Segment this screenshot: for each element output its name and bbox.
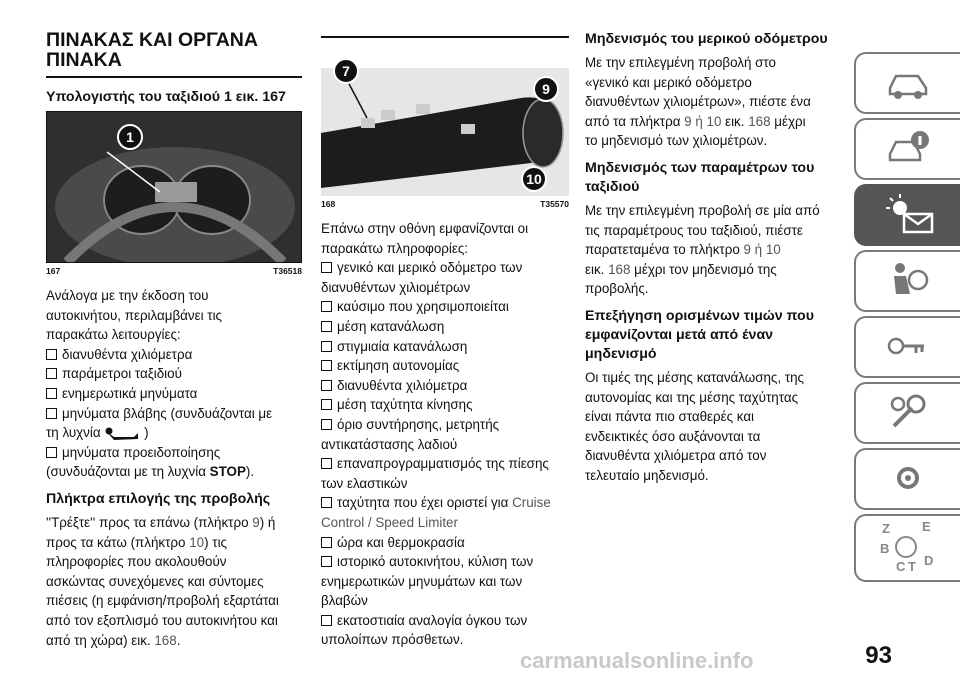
text-line: τις παραμέτρους του ταξιδιού, πιέστε [585,222,803,238]
subheading-line: ταξιδιού [585,178,640,195]
text-line: «γενικό και μερικό οδόμετρο [585,74,752,90]
tab-maintenance[interactable] [854,382,960,444]
text-span: μέχρι [774,113,806,129]
text-line: Με την επιλεγμένη προβολή στο [585,55,776,70]
index-letter-b: B [880,541,890,556]
list-item [46,364,302,384]
reference-number: 168 [748,113,771,129]
checkbox-bullet-icon [321,360,332,371]
list-item-continuation: ενημερωτικών μηνυμάτων και των [321,573,523,589]
text-line [46,631,302,651]
reference-number: 168 [608,261,631,277]
callout-10: 10 [521,166,547,192]
list-item-text: εκτίμηση αυτονομίας [337,358,460,374]
checkbox-bullet-icon [321,458,332,469]
index-icon [878,519,938,577]
list-item [46,345,302,365]
checkbox-bullet-icon [321,321,332,332]
list-item-text: όριο συντήρησης, μετρητής [337,416,500,432]
figure-code: T36518 [273,266,302,276]
section-title-line-1: ΠΙΝΑΚΑΣ ΚΑΙ ΟΡΓΑΝΑ [46,29,258,51]
text-line [46,572,302,592]
text-span: ''Τρέξτε'' προς τα επάνω (πλήκτρο [46,514,253,530]
key-icon [886,326,930,366]
page-number: 93 [865,642,892,669]
reference-text: Cruise [512,495,551,511]
text-line [46,591,302,611]
text-line: Με την επιλεγμένη προβολή σε μία από [585,202,820,218]
list-item [321,297,569,317]
text-line: ενδεικτικές όσο αυξάνονται τα [585,428,761,444]
text-span: εικ. [721,113,749,129]
text-span: ) [144,425,149,441]
figure-number: 168 [321,199,336,209]
list-item [46,384,302,404]
callout-1: 1 [117,124,143,150]
text-line: διανυθέντα χιλιόμετρα από τον [585,448,767,464]
checkbox-bullet-icon [46,408,57,419]
figure-code: T35570 [540,199,569,209]
callout-9: 9 [533,76,559,102]
feature-list [46,345,302,482]
checkbox-bullet-icon [321,380,332,391]
list-item-text: μέση κατανάλωση [337,318,445,334]
text-span: ) ή [259,514,276,530]
text-line [46,513,302,533]
text-line: προβολής. [585,281,649,297]
text-line: διανυθέντων χιλιομέτρων», πιέστε ένα [585,94,811,110]
list-item [321,337,569,357]
list-item-text: διανυθέντα χιλιόμετρα [337,377,468,393]
list-item-continuation: βλαβών [321,593,368,609]
text-line: τελευταίο μηδενισμό. [585,467,709,483]
text-line [585,240,840,260]
subheading-line: μηδενισμό [585,345,657,362]
text-span: . [176,632,181,648]
list-item-text: καύσιμο που χρησιμοποιείται [337,299,509,315]
list-item-continuation: υπολοίπων πρόσθετων. [321,632,464,648]
index-letter-c: C [896,559,906,574]
subheading-trip-computer: Υπολογιστής του ταξιδιού 1 εικ. 167 [46,89,286,105]
list-item [46,404,302,424]
text-span: πιέσεις (η εμφάνιση/προβολή εξαρτάται [46,593,279,609]
list-item-text: ενημερωτικά μηνύματα [62,385,198,401]
warning-light-icon [886,194,936,238]
car-icon [886,62,930,102]
text-line: Επάνω στην οθόνη εμφανίζονται οι [321,221,529,236]
checkbox-bullet-icon [321,497,332,508]
index-letter-d: D [924,553,934,568]
info-icon [886,128,930,168]
list-item [321,415,569,435]
list-item-continuation [46,462,302,482]
list-item [321,376,569,396]
text-span: ). [245,464,255,480]
list-item-continuation: Control / Speed Limiter [321,514,458,530]
list-item-text: επαναπρογραμματισμός της πίεσης [337,456,549,472]
text-line: Ανάλογα με την έκδοση του [46,288,209,303]
checkbox-bullet-icon [46,388,57,399]
list-item-text: ταχύτητα που έχει οριστεί για [337,495,513,511]
list-item-text: στιγμιαία κατανάλωση [337,338,468,354]
text-line [585,112,840,132]
text-line: αυτονομίας και της μέσης ταχύτητας [585,389,799,405]
column-2 [321,30,569,650]
dashboard-illustration [47,112,302,262]
list-item-continuation: των ελαστικών [321,475,408,491]
text-line: παρακάτω λειτουργίες: [46,327,181,343]
list-item [321,356,569,376]
list-item [321,454,569,474]
reference-number: 9 ή 10 [684,113,722,129]
checkbox-bullet-icon [321,537,332,548]
checkbox-bullet-icon [321,262,332,273]
list-item [321,611,569,631]
view-buttons-paragraph [46,513,302,650]
list-item-text: εκατοστιαία αναλογία όγκου των [337,612,528,628]
list-item-text: μέση ταχύτητα κίνησης [337,397,473,413]
list-item-text: ώρα και θερμοκρασία [337,534,465,550]
text-line: Οι τιμές της μέσης κατανάλωσης, της [585,369,805,385]
list-item [46,443,302,463]
section-title [46,30,302,70]
text-span: μέχρι τον μηδενισμό της [630,261,777,277]
text-span: παρατεταμένα το πλήκτρο [585,242,744,258]
checkbox-bullet-icon [321,341,332,352]
index-letter-z: Z [882,521,890,536]
list-item-continuation: αντικατάστασης λαδιού [321,436,458,452]
list-item-text: μηνύματα προειδοποίησης [62,444,221,460]
subheading-values-explanation [585,307,840,364]
wrench-warning-light-icon [104,427,140,441]
section-rule [46,76,302,78]
index-letter-e: E [922,519,931,534]
stop-label: STOP [209,464,246,480]
list-item-text: παράμετροι ταξιδιού [62,366,182,382]
partial-reset-paragraph [585,53,840,151]
text-span: (συνδυάζονται με τη λυχνία [46,464,210,480]
checkbox-bullet-icon [321,556,332,567]
gear-icon [886,458,930,498]
section-title-line-2: ΠΙΝΑΚΑ [46,49,122,71]
list-item-text: μηνύματα βλάβης (συνδυάζονται με [62,405,273,421]
tab-car[interactable] [854,52,960,114]
text-line [585,260,840,280]
reference-number: 10 [189,534,205,550]
list-item [321,258,569,278]
text-span: πληροφορίες που ακολουθούν [46,554,227,570]
subheading-line: Μηδενισμός των παραμέτρων του [585,159,815,176]
display-info-list [321,258,569,650]
tab-technical[interactable] [854,448,960,510]
text-line [46,552,302,572]
trip-reset-paragraph [585,201,840,299]
airbag-icon [886,260,930,300]
checkbox-bullet-icon [321,301,332,312]
tab-dashboard[interactable] [854,184,960,246]
checkbox-bullet-icon [46,368,57,379]
figure-168-stalk [321,38,569,196]
subheading-partial-reset: Μηδενισμός του μερικού οδόμετρου [585,31,828,47]
text-span: από τον εξοπλισμό του αυτοκινήτου και [46,612,278,628]
text-span: από τα πλήκτρα [585,113,685,129]
text-span: από τη χώρα) εικ. [46,632,155,648]
subheading-line: Επεξήγηση ορισμένων τιμών που [585,307,814,324]
text-span: προς τα κάτω (πλήκτρο [46,534,190,550]
text-span: εικ. [585,261,609,277]
subheading-line: εμφανίζονται μετά από έναν [585,326,774,343]
display-intro [321,219,569,258]
tab-info[interactable] [854,118,960,180]
reference-number: 168 [154,632,177,648]
subheading-trip-reset [585,159,840,197]
text-line [46,533,302,553]
text-line [46,611,302,631]
subheading-view-buttons: Πλήκτρα επιλογής της προβολής [46,490,271,507]
wrench-icon [886,392,930,432]
checkbox-bullet-icon [321,399,332,410]
column-3 [585,30,840,486]
figure-caption [321,199,569,209]
list-item [321,493,569,513]
list-item [321,533,569,553]
checkbox-bullet-icon [321,419,332,430]
tab-safety[interactable] [854,250,960,312]
tab-starting-driving[interactable] [854,316,960,378]
figure-number: 167 [46,266,61,276]
column-1 [46,30,302,650]
list-item-text: ιστορικό αυτοκινήτου, κύλιση των [337,554,534,570]
callout-7: 7 [333,58,359,84]
tab-index[interactable] [854,514,960,582]
values-explanation-paragraph [585,368,840,486]
list-item-continuation [46,423,302,443]
list-item-continuation: διανυθέντων χιλιομέτρων [321,279,471,295]
text-line: είναι πάντα πιο σταθερές και [585,409,755,425]
watermark: carmanualsonline.info [520,648,754,673]
text-span: τη λυχνία [46,425,101,441]
index-letter-t: T [908,559,916,574]
figure-167-dashboard [46,111,302,263]
text-line: παρακάτω πληροφορίες: [321,240,469,256]
checkbox-bullet-icon [321,615,332,626]
text-line: αυτοκινήτου, περιλαμβάνει τις [46,307,223,323]
list-item [321,552,569,572]
reference-number: 9 ή 10 [743,242,781,258]
text-span: ) τις [204,534,228,550]
list-item-text: διανυθέντα χιλιόμετρα [62,346,193,362]
list-item [321,395,569,415]
list-item [321,317,569,337]
intro-paragraph [46,286,302,345]
reference-number: 9 [252,514,260,530]
text-line: το μηδενισμό των χιλιομέτρων. [585,133,768,149]
checkbox-bullet-icon [46,349,57,360]
text-span: ασκώντας συνεχόμενες και σύντομες [46,573,264,589]
checkbox-bullet-icon [46,447,57,458]
figure-caption [46,266,302,276]
list-item-text: γενικό και μερικό οδόμετρο των [337,260,523,276]
